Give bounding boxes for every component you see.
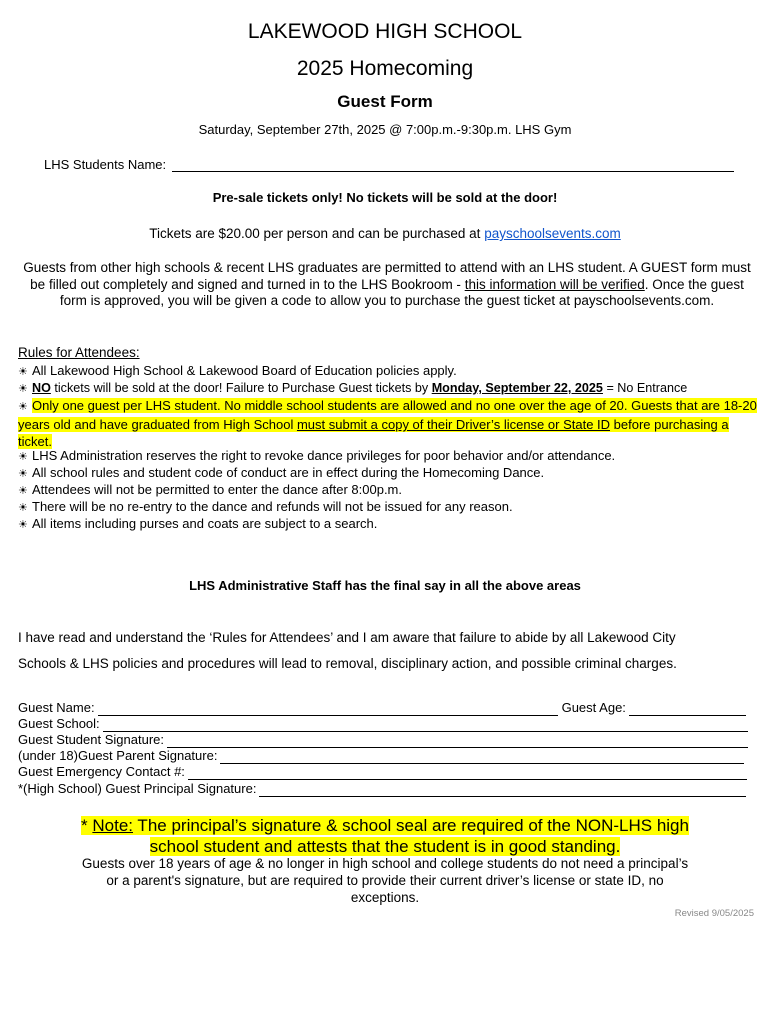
student-name-field[interactable]	[172, 159, 734, 172]
guest-school-row	[18, 716, 748, 732]
rule-item-highlighted: ☀ Only one guest per LHS student. No middle school students are allowed and no one over the age of 20. Guests that are 18-20 years old and have graduated from High School must submit a copy of their Driver’s license or State ID before purchasing a ticket.	[18, 398, 757, 449]
guest-name-field[interactable]	[98, 703, 558, 716]
rule-item: ☀ There will be no re-entry to the dance and refunds will not be issued for any reason.	[18, 498, 763, 517]
student-name-row	[44, 157, 734, 172]
rules-heading: Rules for Attendees:	[18, 345, 140, 360]
bullet-icon: ☀	[18, 468, 28, 480]
bullet-icon: ☀	[18, 401, 28, 413]
guest-school-label: Guest School:	[18, 716, 100, 731]
rule-item: ☀ All items including purses and coats are subject to a search.	[18, 515, 763, 534]
emergency-contact-field[interactable]	[188, 767, 747, 780]
emergency-contact-row	[18, 764, 747, 780]
school-title: LAKEWOOD HIGH SCHOOL	[247, 20, 523, 43]
student-name-label: LHS Students Name:	[44, 157, 167, 172]
parent-signature-row	[18, 748, 744, 764]
intro-paragraph	[18, 260, 756, 310]
guest-school-field[interactable]	[103, 719, 748, 732]
tickets-info	[0, 226, 770, 241]
guest-signature-label: Guest Student Signature:	[18, 732, 164, 747]
intro-part2: . Once the guest form is approved, you will be given a code to allow you to purchase the guest ticket at payschoolsevents.com.	[59, 276, 744, 308]
rule-item: ☀ NO tickets will be sold at the door! Failure to Purchase Guest tickets by Monday, September 22, 2025 = No Entrance	[18, 380, 763, 398]
event-date-line: Saturday, September 27th, 2025 @ 7:00p.m.-9:30p.m. LHS Gym	[198, 122, 572, 137]
acknowledge-line-1: I have read and understand the ‘Rules for Attendees’ and I am aware that failure to abide by all Lakewood City	[18, 630, 676, 645]
emergency-contact-label: Guest Emergency Contact #:	[18, 764, 185, 779]
rule-item: ☀ All Lakewood High School & Lakewood Board of Education policies apply.	[18, 362, 763, 381]
guest-name-label: Guest Name:	[18, 700, 95, 715]
admin-note: LHS Administrative Staff has the final say in all the above areas	[189, 578, 581, 593]
bullet-icon: ☀	[18, 366, 28, 378]
form-title: Guest Form	[337, 92, 433, 111]
presale-notice: Pre-sale tickets only! No tickets will be sold at the door!	[212, 190, 558, 205]
rule-item: ☀ All school rules and student code of conduct are in effect during the Homecoming Dance.	[18, 464, 763, 483]
note-star: *	[81, 816, 93, 835]
revised-date: Revised 9/05/2025	[674, 908, 754, 919]
bullet-icon: ☀	[18, 502, 28, 514]
guest-age-label: Guest Age:	[561, 700, 626, 715]
bullet-icon: ☀	[18, 485, 28, 497]
note-label: Note:	[92, 816, 134, 835]
guest-signature-field[interactable]	[167, 735, 748, 748]
tickets-link[interactable]: payschoolsevents.com	[484, 226, 621, 241]
acknowledge-line-2: Schools & LHS policies and procedures will lead to removal, disciplinary action, and possible criminal charges.	[18, 656, 677, 671]
principal-note	[60, 815, 710, 857]
bullet-icon: ☀	[18, 519, 28, 531]
principal-signature-field[interactable]	[259, 784, 746, 797]
bullet-icon: ☀	[18, 451, 28, 463]
bullet-icon: ☀	[18, 383, 28, 395]
event-title: 2025 Homecoming	[296, 57, 474, 80]
rule-item: ☀ Attendees will not be permitted to enter the dance after 8:00p.m.	[18, 481, 763, 500]
guest-name-row	[18, 700, 746, 716]
parent-signature-label: (under 18)Guest Parent Signature:	[18, 748, 218, 763]
age-exception-note: Guests over 18 years of age & no longer in high school and college students do not need a principal’s or a parent's signature, but are required to provide their current driver’s license or state ID, no exceptions.	[81, 856, 689, 905]
principal-signature-label: *(High School) Guest Principal Signature:	[18, 781, 257, 796]
principal-signature-row	[18, 781, 746, 797]
intro-verified: this information will be verified	[464, 276, 645, 292]
parent-signature-field[interactable]	[220, 751, 744, 764]
intro-part1: Guests from other high schools & recent LHS graduates are permitted to attend with an LHS student. A GUEST form must be filled out completely and signed and turned in to the LHS Bookroom -	[23, 260, 751, 292]
guest-age-field[interactable]	[629, 703, 746, 716]
rule-item: ☀ LHS Administration reserves the right to revoke dance privileges for poor behavior and/or attendance.	[18, 447, 763, 466]
guest-signature-row	[18, 732, 748, 748]
tickets-text: Tickets are $20.00 per person and can be purchased at	[149, 226, 485, 241]
note-text: The principal’s signature & school seal are required of the NON-LHS high school student and attests that the student is in good standing.	[133, 816, 689, 856]
